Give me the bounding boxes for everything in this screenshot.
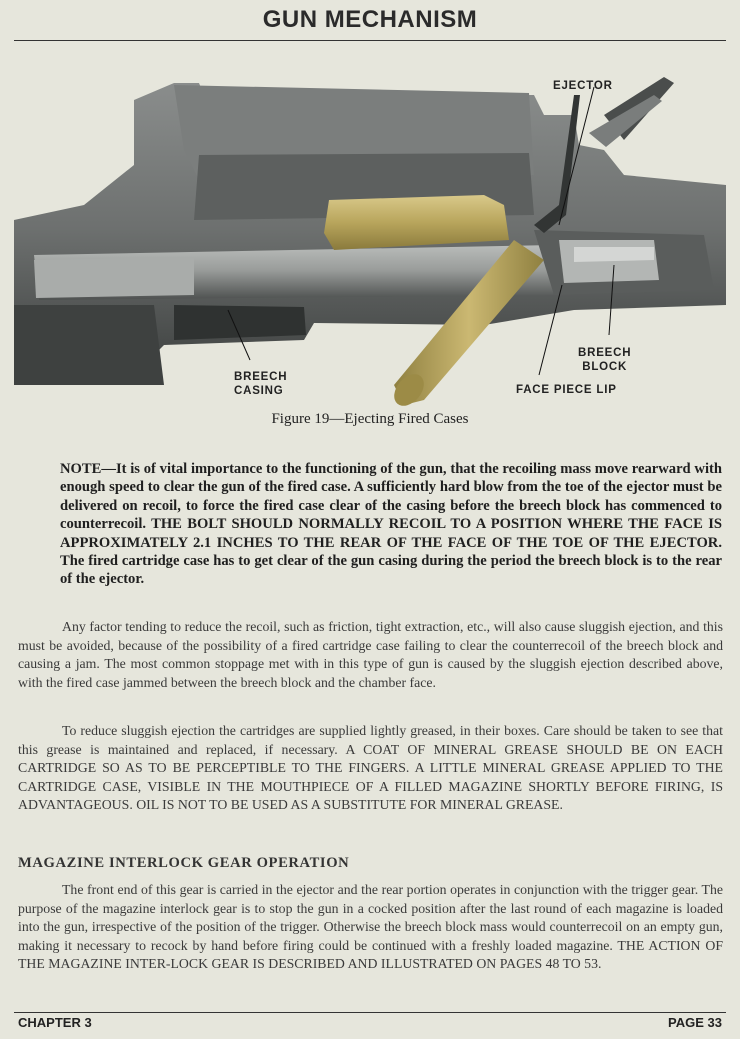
section-paragraph: The front end of this gear is carried in the ejector and the rear portion operates in conjunction with the trigger gear. The purpose of the magazine interlock gear is to stop the gun in a cocked position after the last round of each magazine is loaded into the gun, irrespective of the position of the trigger. Otherwise the breech block mass would counterrecoil on an empty gun, making it necessary to recock by hand before firing could be continued with a freshly loaded magazine. THE ACTION OF THE MAGAZINE INTER-LOCK GEAR IS DESCRIBED AND ILLUSTRATED ON PAGES 48 TO 53. xyxy=(18,882,723,972)
header-rule xyxy=(14,40,726,41)
body-paragraph-1: Any factor tending to reduce the recoil, such as friction, tight extraction, etc., will also cause sluggish ejection, and this must be avoided, because of the possibility of a fired cartridge case failing to clear the counterrecoil of the breech block and causing a jam. The most common stoppage met with in this type of gun is caused by the sluggish ejection described above, with the fired case jammed between the breech block and the chamber face. xyxy=(18,619,723,690)
footer-rule xyxy=(14,1012,726,1013)
page-title: GUN MECHANISM xyxy=(262,6,478,33)
figure-caption: Figure 19—Ejecting Fired Cases xyxy=(271,411,469,427)
page-number: PAGE 33 xyxy=(668,1015,722,1030)
chapter-label: CHAPTER 3 xyxy=(18,1015,92,1030)
breech-casing-label: BREECH CASING xyxy=(234,371,288,397)
body-paragraph-2: To reduce sluggish ejection the cartridges are supplied lightly greased, in their boxes. Care should be taken to see that this grease is maintained and replaced, if necessary. A COAT OF MINERAL GREASE SHOULD BE ON EACH CARTRIDGE SO AS TO BE PERCEPTIBLE TO THE FINGERS. A LITTLE MINERAL GREASE APPLIED TO THE CARTRIDGE CASE, VISIBLE IN THE MOUTHPIECE OF A FILLED MAGAZINE SHORTLY BEFORE FIRING, IS ADVANTAGEOUS. OIL IS NOT TO BE USED AS A SUBSTITUTE FOR MINERAL GREASE. xyxy=(18,723,723,813)
face-piece-lip-label: FACE PIECE LIP xyxy=(516,384,617,396)
ejector-label: EJECTOR xyxy=(553,80,613,92)
breech-block-label: BREECH BLOCK xyxy=(578,347,632,373)
section-heading: MAGAZINE INTERLOCK GEAR OPERATION xyxy=(18,855,350,871)
note-paragraph: NOTE—It is of vital importance to the functioning of the gun, that the recoiling mass move rearward with enough speed to clear the gun of the fired case. A sufficiently hard blow from the toe of the ejector must be delivered on recoil, to force the fired case clear of the casing before the breech block has commenced to counterrecoil. THE BOLT SHOULD NORMALLY RECOIL TO A POSITION WHERE THE FACE IS APPROXIMATELY 2.1 INCHES TO THE REAR OF THE FACE OF THE TOE OF THE EJECTOR. The fired cartridge case has to get clear of the gun casing during the period the breech block is to the rear of the ejector. xyxy=(60,461,722,588)
